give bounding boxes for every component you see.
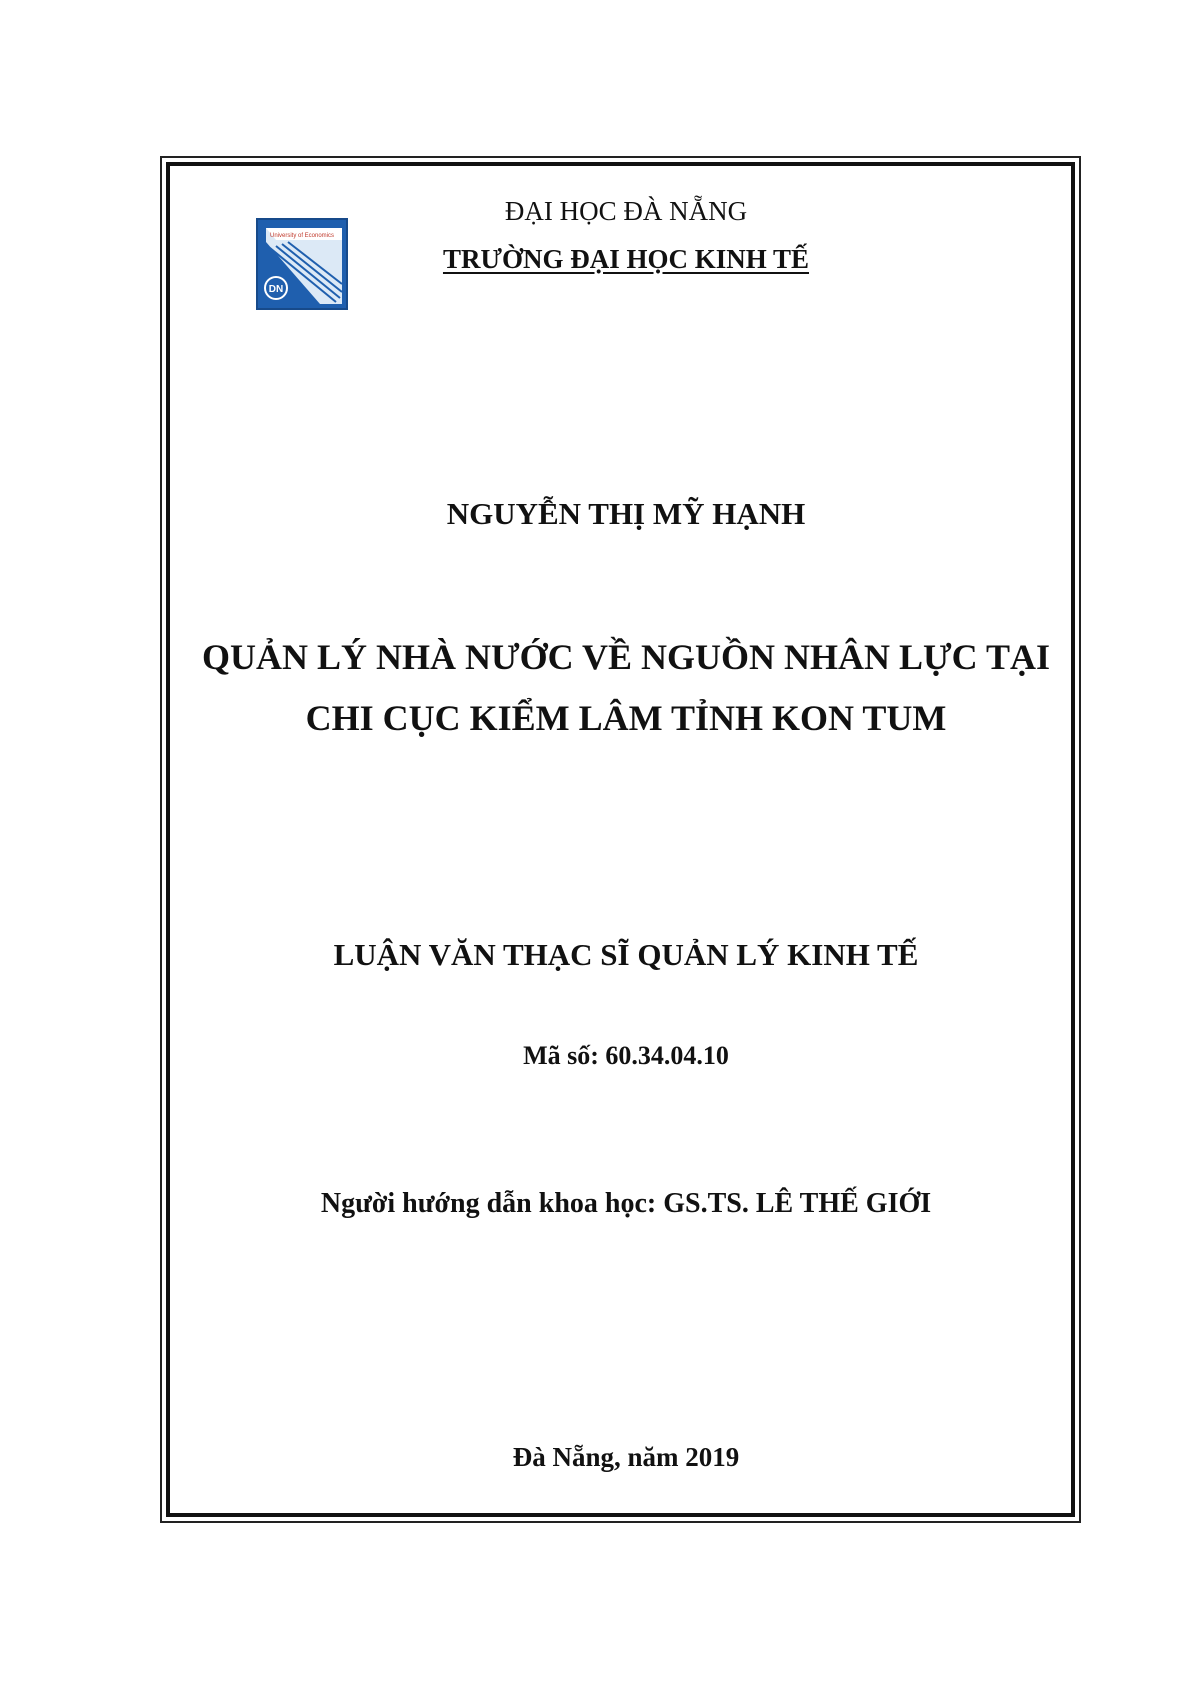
author-name: NGUYỄN THỊ MỸ HẠNH: [446, 496, 806, 531]
school-name: TRƯỜNG ĐẠI HỌC KINH TẾ: [442, 244, 810, 274]
logo-mark: DN: [268, 284, 284, 295]
logo-text: University of Economics: [269, 233, 335, 239]
page-border-inner: [166, 162, 1075, 1517]
program-code: Mã số: 60.34.04.10: [523, 1041, 729, 1070]
degree-label: LUẬN VĂN THẠC SĨ QUẢN LÝ KINH TẾ: [333, 937, 919, 972]
university-name: ĐẠI HỌC ĐÀ NẴNG: [504, 196, 748, 226]
thesis-title-line-1: QUẢN LÝ NHÀ NƯỚC VỀ NGUỒN NHÂN LỰC TẠI: [201, 637, 1051, 677]
supervisor-line: Người hướng dẫn khoa học: GS.TS. LÊ THẾ GIỚI: [320, 1188, 932, 1219]
page-border: [160, 156, 1081, 1523]
thesis-title-line-2: CHI CỤC KIỂM LÂM TỈNH KON TUM: [305, 698, 947, 738]
place-year: Đà Nẵng, năm 2019: [512, 1442, 740, 1472]
